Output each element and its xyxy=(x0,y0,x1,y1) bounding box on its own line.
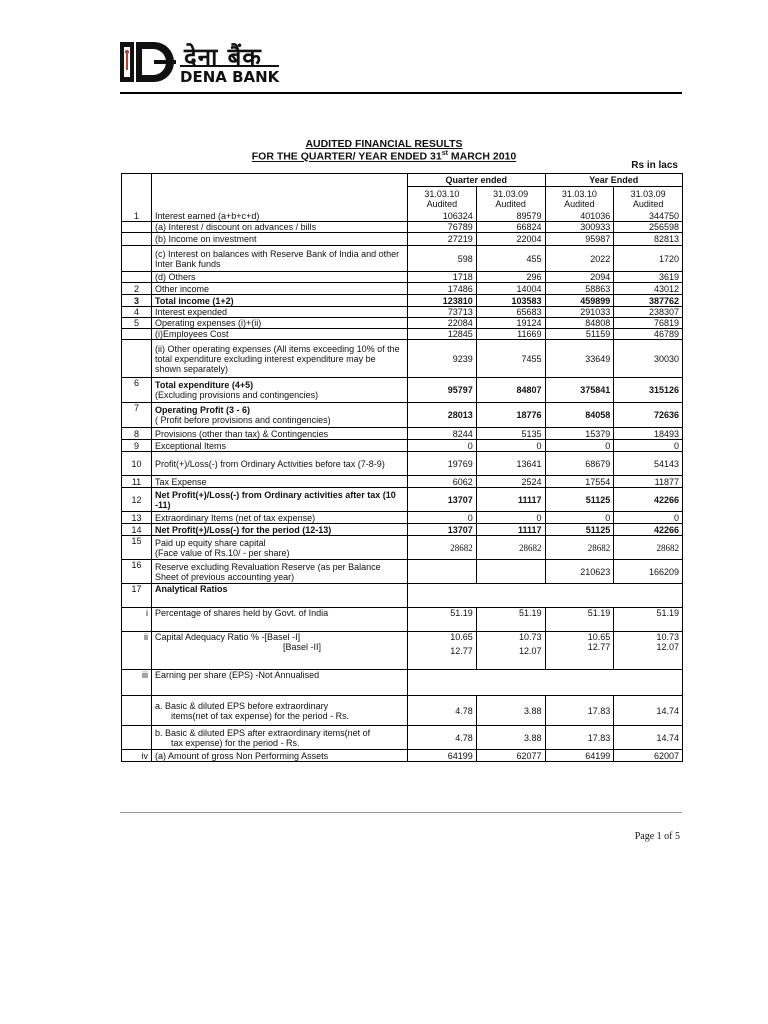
row-description: Net Profit(+)/Loss(-) from Ordinary activities after tax (10 -11) xyxy=(152,488,408,512)
table-row xyxy=(122,750,683,762)
row-number: 6 xyxy=(122,378,152,403)
value-cell: 459899 xyxy=(545,295,614,307)
value-cell: 10.65 12.77 xyxy=(408,632,477,670)
value-cell: 62077 xyxy=(476,750,545,762)
row-number: 1 xyxy=(122,211,152,222)
row-description: Tax Expense xyxy=(152,476,408,488)
value-cell: 15379 xyxy=(545,428,614,440)
value-cell: 0 xyxy=(545,440,614,452)
bank-name: DENA BANK xyxy=(180,65,279,86)
value-cell: 106324 xyxy=(408,211,477,222)
table-row xyxy=(122,295,683,307)
value-cell: 64199 xyxy=(408,750,477,762)
value-cell: 17486 xyxy=(408,283,477,295)
value-cell: 84807 xyxy=(476,378,545,403)
row-number: 12 xyxy=(122,488,152,512)
row-description: Operating expenses (i)+(ii) xyxy=(152,318,408,329)
value-cell: 344750 xyxy=(614,211,683,222)
value-cell: 0 xyxy=(614,440,683,452)
value-cell: 291033 xyxy=(545,307,614,318)
value-cell: 42266 xyxy=(614,488,683,512)
value-cell: 54143 xyxy=(614,452,683,476)
value-cell: 375841 xyxy=(545,378,614,403)
table-row xyxy=(122,222,683,233)
value-cell: 73713 xyxy=(408,307,477,318)
value-cell: 0 xyxy=(408,512,477,524)
value-cell: 10.73 12.07 xyxy=(614,632,683,670)
value-cell: 300933 xyxy=(545,222,614,233)
table-row xyxy=(122,272,683,283)
table-row xyxy=(122,476,683,488)
table-row xyxy=(122,452,683,476)
value-cell: 103583 xyxy=(476,295,545,307)
column-header: 31.03.09 Audited xyxy=(476,187,545,211)
row-description: Analytical Ratios xyxy=(152,584,408,608)
value-cell: 42266 xyxy=(614,524,683,536)
row-description: Exceptional Items xyxy=(152,440,408,452)
row-description: Interest earned (a+b+c+d) xyxy=(152,211,408,222)
value-cell: 3.88 xyxy=(476,696,545,726)
value-cell: 18493 xyxy=(614,428,683,440)
row-number: 14 xyxy=(122,524,152,536)
row-description: (a) Interest / discount on advances / bills xyxy=(152,222,408,233)
bank-name-hindi: देना बैंक xyxy=(184,43,262,71)
value-cell: 1718 xyxy=(408,272,477,283)
table-row xyxy=(122,340,683,378)
table-row xyxy=(122,246,683,272)
value-cell: 401036 xyxy=(545,211,614,222)
row-number xyxy=(122,246,152,272)
value-cell: 3.88 xyxy=(476,726,545,750)
row-number: 13 xyxy=(122,512,152,524)
table-row xyxy=(122,608,683,632)
value-cell: 8244 xyxy=(408,428,477,440)
table-row xyxy=(122,440,683,452)
row-number: 10 xyxy=(122,452,152,476)
value-cell: 11669 xyxy=(476,329,545,340)
value-cell: 72636 xyxy=(614,403,683,428)
value-cell: 28682 xyxy=(408,536,477,560)
value-cell: 12845 xyxy=(408,329,477,340)
row-number: i xyxy=(122,608,152,632)
value-cell: 28682 xyxy=(476,536,545,560)
value-cell: 10.73 12.07 xyxy=(476,632,545,670)
row-number: 8 xyxy=(122,428,152,440)
value-cell: 51125 xyxy=(545,524,614,536)
value-cell: 51.19 xyxy=(476,608,545,632)
value-cell: 22084 xyxy=(408,318,477,329)
table-row xyxy=(122,726,683,750)
table-row xyxy=(122,233,683,246)
value-cell: 1720 xyxy=(614,246,683,272)
value-cell: 66824 xyxy=(476,222,545,233)
row-number xyxy=(122,329,152,340)
value-cell: 123810 xyxy=(408,295,477,307)
units-label: Rs in lacs xyxy=(631,160,678,171)
empty-cell xyxy=(408,670,683,696)
year-ended-header: Year Ended xyxy=(545,174,683,187)
value-cell: 598 xyxy=(408,246,477,272)
value-cell: 455 xyxy=(476,246,545,272)
value-cell: 64199 xyxy=(545,750,614,762)
value-cell: 210623 xyxy=(545,560,614,584)
value-cell: 27219 xyxy=(408,233,477,246)
value-cell: 13641 xyxy=(476,452,545,476)
row-description: Total income (1+2) xyxy=(152,295,408,307)
table-row xyxy=(122,307,683,318)
row-description: Operating Profit (3 - 6) ( Profit before provisions and contingencies) xyxy=(152,403,408,428)
value-cell: 68679 xyxy=(545,452,614,476)
value-cell: 387762 xyxy=(614,295,683,307)
row-description: b. Basic & diluted EPS after extraordinary items(net of tax expense) for the period - Rs. xyxy=(152,726,408,750)
row-description: Capital Adequacy Ratio % -[Basel -I] [Basel -II] xyxy=(152,632,408,670)
value-cell: 11877 xyxy=(614,476,683,488)
value-cell: 62007 xyxy=(614,750,683,762)
value-cell: 3619 xyxy=(614,272,683,283)
value-cell: 0 xyxy=(408,440,477,452)
value-cell: 17554 xyxy=(545,476,614,488)
row-number: 7 xyxy=(122,403,152,428)
row-number: iii xyxy=(122,670,152,696)
value-cell: 22004 xyxy=(476,233,545,246)
value-cell: 43012 xyxy=(614,283,683,295)
column-header: 31.03.10 Audited xyxy=(545,187,614,211)
value-cell: 10.65 12.77 xyxy=(545,632,614,670)
table-row xyxy=(122,584,683,608)
row-number: 3 xyxy=(122,295,152,307)
value-cell xyxy=(408,560,477,584)
row-description: Profit(+)/Loss(-) from Ordinary Activities before tax (7-8-9) xyxy=(152,452,408,476)
value-cell: 51159 xyxy=(545,329,614,340)
column-group-header-row xyxy=(122,174,683,187)
column-date-header-row xyxy=(122,187,683,211)
value-cell: 17.83 xyxy=(545,696,614,726)
report-subtitle: FOR THE QUARTER/ YEAR ENDED 31st MARCH 2010 xyxy=(251,150,517,163)
value-cell: 51.19 xyxy=(614,608,683,632)
row-number: ii xyxy=(122,632,152,670)
row-description: Reserve excluding Revaluation Reserve (as per Balance Sheet of previous accounting year) xyxy=(152,560,408,584)
row-description: Earning per share (EPS) -Not Annualised xyxy=(152,670,408,696)
row-description: (c) Interest on balances with Reserve Bank of India and other Inter Bank funds xyxy=(152,246,408,272)
table-row xyxy=(122,488,683,512)
value-cell: 13707 xyxy=(408,488,477,512)
value-cell: 82813 xyxy=(614,233,683,246)
value-cell: 95987 xyxy=(545,233,614,246)
value-cell: 315126 xyxy=(614,378,683,403)
row-description: Interest expended xyxy=(152,307,408,318)
value-cell: 28682 xyxy=(614,536,683,560)
row-description: Other income xyxy=(152,283,408,295)
value-cell: 0 xyxy=(614,512,683,524)
row-description: a. Basic & diluted EPS before extraordinary items(net of tax expense) for the period - Rs. xyxy=(152,696,408,726)
value-cell: 296 xyxy=(476,272,545,283)
financial-results-table xyxy=(121,173,683,762)
value-cell: 13707 xyxy=(408,524,477,536)
footer-divider xyxy=(120,812,682,813)
value-cell: 51.19 xyxy=(408,608,477,632)
value-cell: 2524 xyxy=(476,476,545,488)
row-number: iv xyxy=(122,750,152,762)
value-cell: 19124 xyxy=(476,318,545,329)
letterhead xyxy=(120,40,680,92)
quarter-ended-header: Quarter ended xyxy=(408,174,546,187)
table-row xyxy=(122,632,683,670)
table-row xyxy=(122,283,683,295)
table-row xyxy=(122,403,683,428)
table-row xyxy=(122,211,683,222)
value-cell: 51.19 xyxy=(545,608,614,632)
column-header: 31.03.10 Audited xyxy=(408,187,477,211)
value-cell: 28013 xyxy=(408,403,477,428)
row-description: Extraordinary Items (net of tax expense) xyxy=(152,512,408,524)
value-cell: 89579 xyxy=(476,211,545,222)
table-row xyxy=(122,524,683,536)
row-number: 4 xyxy=(122,307,152,318)
row-number xyxy=(122,272,152,283)
value-cell: 0 xyxy=(545,512,614,524)
row-description: (a) Amount of gross Non Performing Assets xyxy=(152,750,408,762)
value-cell: 18776 xyxy=(476,403,545,428)
row-description: Percentage of shares held by Govt. of India xyxy=(152,608,408,632)
dena-bank-logo-icon xyxy=(120,42,176,82)
value-cell: 0 xyxy=(476,512,545,524)
row-description: (d) Others xyxy=(152,272,408,283)
value-cell: 65683 xyxy=(476,307,545,318)
row-number xyxy=(122,222,152,233)
table-row xyxy=(122,536,683,560)
value-cell: 14004 xyxy=(476,283,545,295)
page-number: Page 1 of 5 xyxy=(634,831,680,842)
value-cell: 28682 xyxy=(545,536,614,560)
table-row xyxy=(122,560,683,584)
table-row xyxy=(122,428,683,440)
value-cell: 17.83 xyxy=(545,726,614,750)
row-number: 17 xyxy=(122,584,152,608)
value-cell: 166209 xyxy=(614,560,683,584)
row-number xyxy=(122,233,152,246)
row-description: Total expenditure (4+5) (Excluding provisions and contingencies) xyxy=(152,378,408,403)
value-cell: 14.74 xyxy=(614,726,683,750)
value-cell: 33649 xyxy=(545,340,614,378)
value-cell: 30030 xyxy=(614,340,683,378)
row-number: 5 xyxy=(122,318,152,329)
value-cell: 14.74 xyxy=(614,696,683,726)
row-description: Provisions (other than tax) & Contingencies xyxy=(152,428,408,440)
value-cell: 19769 xyxy=(408,452,477,476)
row-number: 9 xyxy=(122,440,152,452)
row-description: (ii) Other operating expenses (All items exceeding 10% of the total expenditure excluding interest expenditure may be shown separately) xyxy=(152,340,408,378)
row-number: 2 xyxy=(122,283,152,295)
value-cell: 11117 xyxy=(476,524,545,536)
value-cell: 84808 xyxy=(545,318,614,329)
row-description: (b) Income on investment xyxy=(152,233,408,246)
value-cell: 84058 xyxy=(545,403,614,428)
value-cell: 76819 xyxy=(614,318,683,329)
row-number: 15 xyxy=(122,536,152,560)
value-cell: 95797 xyxy=(408,378,477,403)
table-row xyxy=(122,512,683,524)
value-cell: 4.78 xyxy=(408,726,477,750)
value-cell: 2022 xyxy=(545,246,614,272)
table-row xyxy=(122,670,683,696)
row-description: Net Profit(+)/Loss(-) for the period (12-13) xyxy=(152,524,408,536)
value-cell: 6062 xyxy=(408,476,477,488)
value-cell: 46789 xyxy=(614,329,683,340)
value-cell: 256598 xyxy=(614,222,683,233)
value-cell: 0 xyxy=(476,440,545,452)
empty-cell xyxy=(408,584,683,608)
row-number xyxy=(122,340,152,378)
table-row xyxy=(122,378,683,403)
value-cell: 76789 xyxy=(408,222,477,233)
value-cell: 2094 xyxy=(545,272,614,283)
value-cell: 7455 xyxy=(476,340,545,378)
row-description: (i)Employees Cost xyxy=(152,329,408,340)
value-cell: 51125 xyxy=(545,488,614,512)
table-row xyxy=(122,318,683,329)
value-cell: 9239 xyxy=(408,340,477,378)
header-divider xyxy=(120,92,682,94)
value-cell: 5135 xyxy=(476,428,545,440)
value-cell: 11117 xyxy=(476,488,545,512)
value-cell: 58863 xyxy=(545,283,614,295)
value-cell: 238307 xyxy=(614,307,683,318)
report-title: AUDITED FINANCIAL RESULTS xyxy=(305,138,463,150)
row-description: Paid up equity share capital (Face value of Rs.10/ - per share) xyxy=(152,536,408,560)
table-row xyxy=(122,696,683,726)
row-number: 16 xyxy=(122,560,152,584)
row-number: 11 xyxy=(122,476,152,488)
table-row xyxy=(122,329,683,340)
column-header: 31.03.09 Audited xyxy=(614,187,683,211)
value-cell: 4.78 xyxy=(408,696,477,726)
value-cell xyxy=(476,560,545,584)
